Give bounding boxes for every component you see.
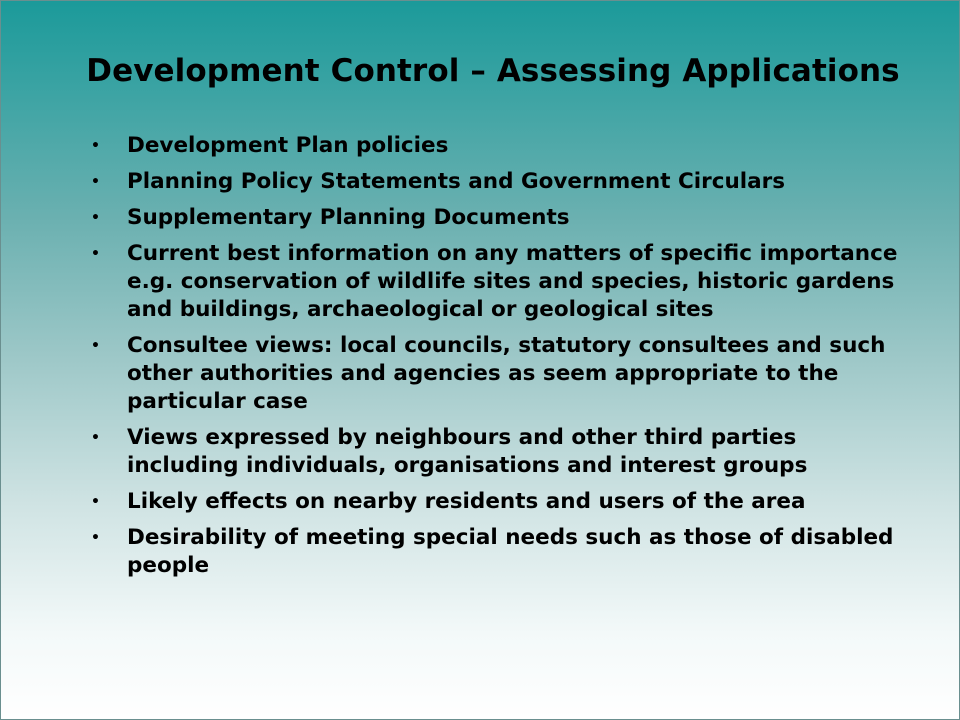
bullet-icon: • <box>91 174 100 190</box>
bullet-item <box>89 240 909 324</box>
bullet-text: Planning Policy Statements and Government Circulars <box>127 169 786 194</box>
slide-title: Development Control – Assessing Applications <box>86 53 900 89</box>
bullet-text: Views expressed by neighbours and other third parties including individuals, organisations and interest groups <box>127 425 808 478</box>
bullet-icon: • <box>91 338 100 354</box>
bullet-text: Development Plan policies <box>127 133 449 158</box>
bullet-text: Supplementary Planning Documents <box>127 205 570 230</box>
bullet-item <box>89 524 909 580</box>
bullet-item <box>89 204 909 232</box>
bullet-icon: • <box>91 530 100 546</box>
bullet-icon: • <box>91 138 100 154</box>
bullet-item <box>89 424 909 480</box>
bullet-icon: • <box>91 210 100 226</box>
bullet-text: Consultee views: local councils, statutory consultees and such other authorities and agencies as seem appropriate to the particular case <box>127 333 886 414</box>
bullet-icon: • <box>91 246 100 262</box>
bullet-icon: • <box>91 494 100 510</box>
bullet-item <box>89 168 909 196</box>
bullet-text: Desirability of meeting special needs such as those of disabled people <box>127 525 894 578</box>
bullet-icon: • <box>91 430 100 446</box>
bullet-text: Likely effects on nearby residents and users of the area <box>127 489 806 514</box>
bullet-text: Current best information on any matters of specific importance e.g. conservation of wildlife sites and species, historic gardens and buildings, archaeological or geological sites <box>127 241 898 322</box>
bullet-item <box>89 132 909 160</box>
bullet-list <box>89 132 909 588</box>
bullet-item <box>89 332 909 416</box>
bullet-item <box>89 488 909 516</box>
